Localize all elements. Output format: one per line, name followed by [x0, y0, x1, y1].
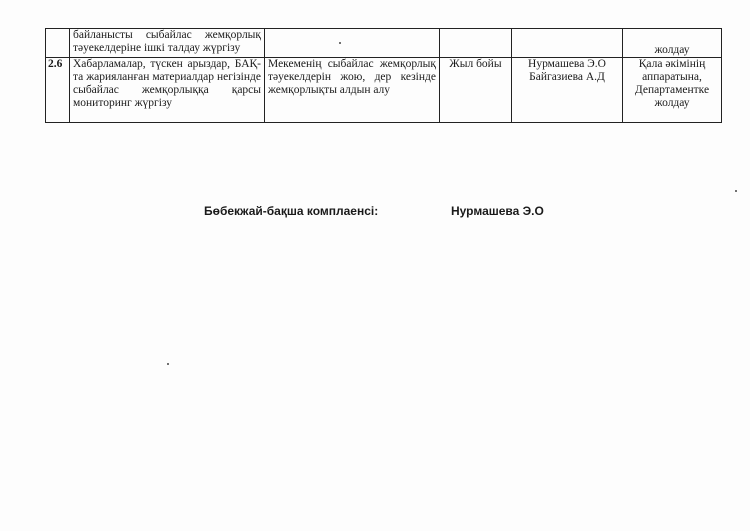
row-number-cell: [46, 29, 70, 58]
table-row: [46, 58, 722, 123]
outcome-cell: Қала әкімінің аппаратына, Департаментке жолдау: [623, 58, 722, 123]
outcome-cell: жолдау: [623, 29, 722, 58]
table-row: [46, 29, 722, 58]
row-number-cell: 2.6: [46, 58, 70, 123]
responsible-cell: Нурмашева Э.О Байгазиева А.Д: [512, 58, 623, 123]
signature-name: Нурмашева Э.О: [451, 204, 544, 218]
scan-speck: [735, 190, 737, 192]
responsible-cell: [512, 29, 623, 58]
term-cell: [440, 29, 512, 58]
action-plan-table: [45, 28, 722, 123]
goal-cell: Мекеменің сыбайлас жемқорлық тәуекелдерін жою, дер кезінде жемқорлықты алдын алу: [265, 58, 440, 123]
activity-cell: байланысты сыбайлас жемқорлық тәуекелдеріне ішкі талдау жүргізу: [70, 29, 265, 58]
activity-cell: Хабарламалар, түскен арыздар, БАҚ-та жарияланған материалдар негізінде сыбайлас жемқорлыққа қарсы мониторинг жүргізу: [70, 58, 265, 123]
goal-cell: [265, 29, 440, 58]
scan-speck: [339, 42, 341, 44]
term-cell: Жыл бойы: [440, 58, 512, 123]
scan-speck: [167, 363, 169, 365]
signature-title: Бөбекжай-бақша комплаенсі:: [204, 204, 379, 218]
